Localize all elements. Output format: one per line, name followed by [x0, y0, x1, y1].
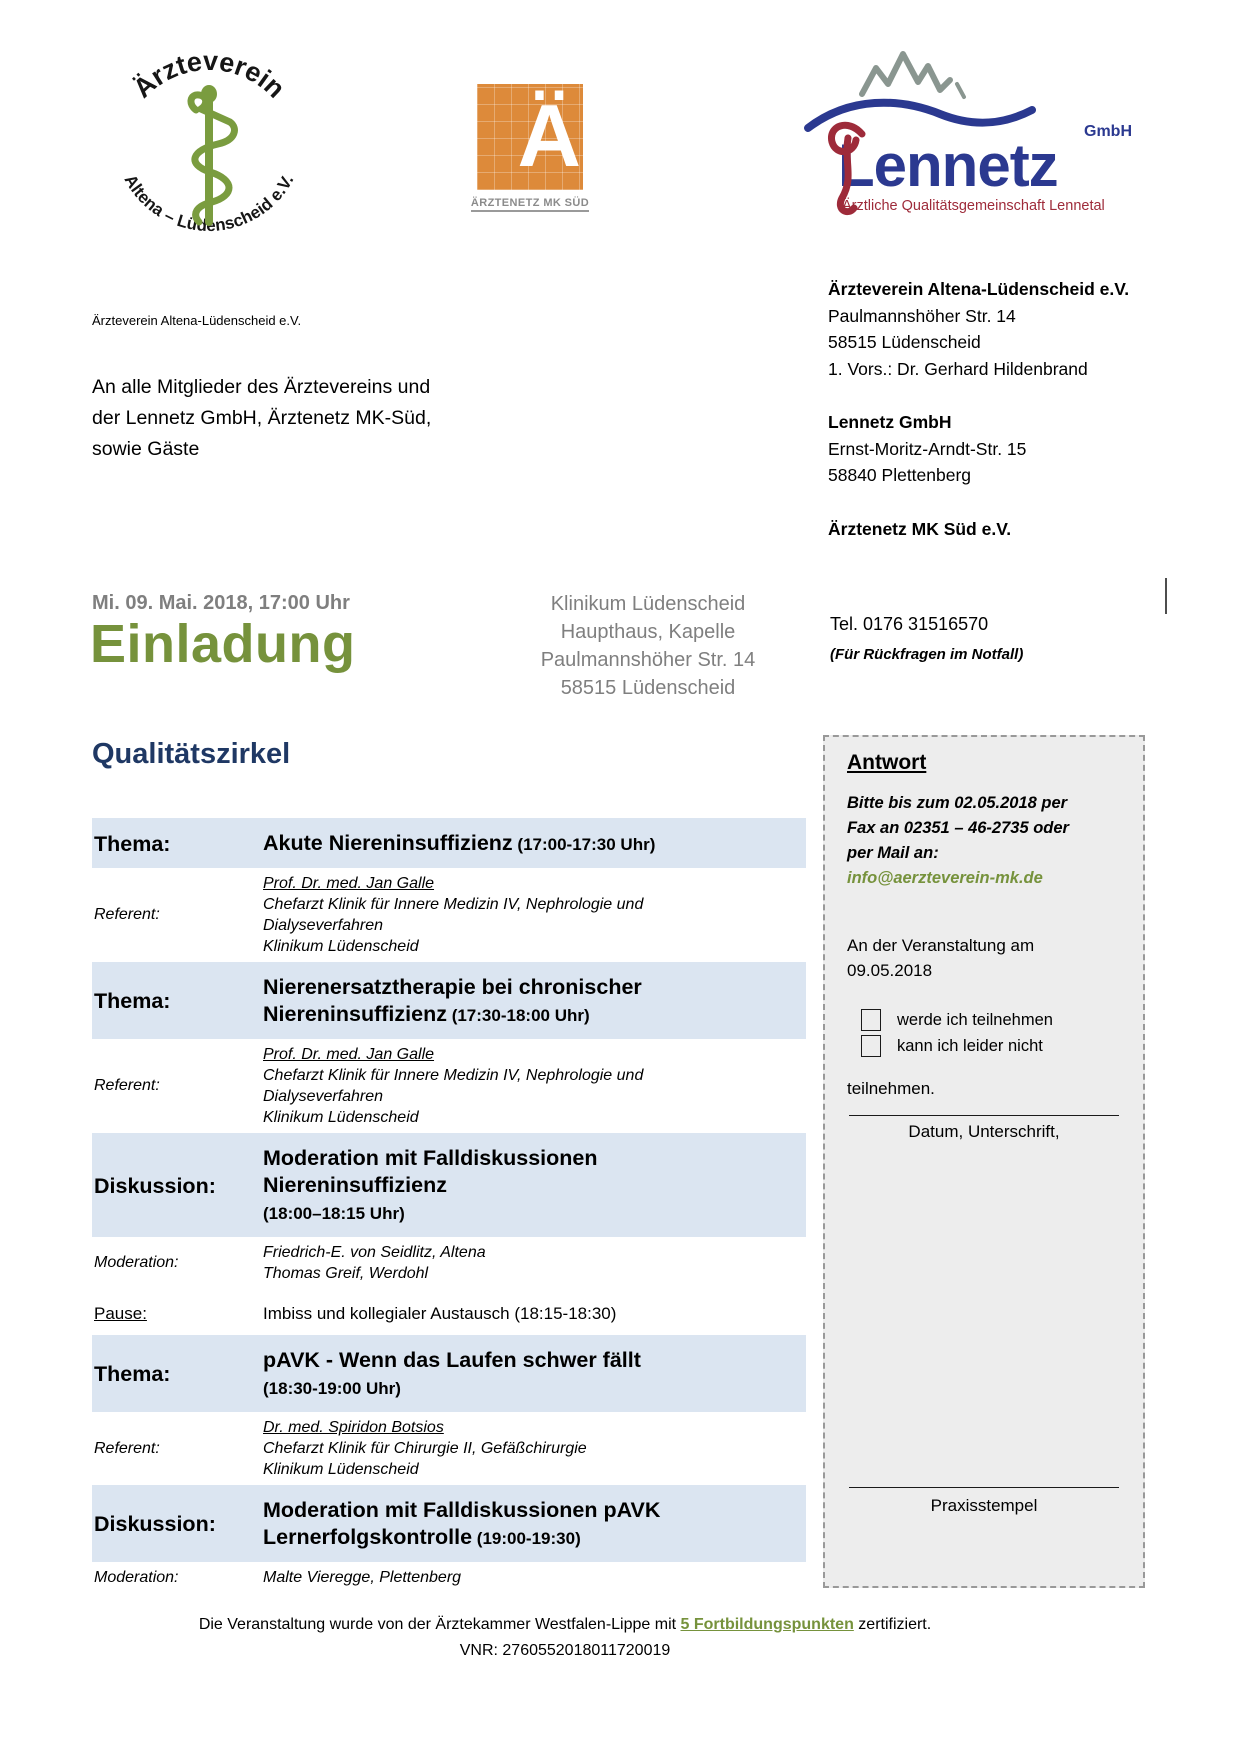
- reply-instruction-line: per Mail an:: [847, 844, 939, 862]
- footer: [45, 1612, 1085, 1664]
- agenda-line: [263, 1417, 587, 1438]
- agenda-row-label: Diskussion:: [94, 1173, 216, 1198]
- recipient-line: sowie Gäste: [92, 438, 200, 460]
- lennetz-logo-name: Lennetz: [838, 132, 1058, 199]
- agenda-text-segment: Dialyseverfahren: [263, 1088, 384, 1105]
- agenda-text-segment: Klinikum Lüdenscheid: [263, 1461, 419, 1478]
- agenda-text-segment: Moderation mit Falldiskussionen pAVK: [263, 1498, 661, 1522]
- agenda-line: [263, 974, 642, 1001]
- reply-box-title: Antwort: [847, 751, 927, 774]
- agenda-text-segment: Imbiss und kollegialer Austausch (18:15-18:30): [263, 1304, 617, 1323]
- address-line: 58840 Plettenberg: [828, 465, 972, 485]
- agenda-text-segment: Nierenersatztherapie bei chronischer: [263, 975, 642, 999]
- vnr-line: VNR: 2760552018011720019: [459, 1642, 671, 1659]
- lennetz-mountain-tick-icon: [957, 84, 964, 97]
- agenda-row-content: [263, 830, 655, 858]
- address-org-name: Ärztenetz MK Süd e.V.: [828, 518, 1012, 539]
- stamp-label: Praxisstempel: [930, 1496, 1038, 1515]
- agenda-row-label: Referent:: [94, 1077, 160, 1094]
- reply-event-statement: [847, 933, 1121, 983]
- checkbox-group: [861, 1007, 1121, 1059]
- agenda-row-label: Thema:: [94, 831, 171, 856]
- agenda-line: [263, 1242, 486, 1263]
- recipient-line: der Lennetz GmbH, Ärztenetz MK-Süd,: [92, 407, 432, 429]
- event-location-line: 58515 Lüdenscheid: [560, 677, 736, 699]
- recipient-line: An alle Mitglieder des Ärztevereins und: [92, 376, 431, 398]
- agenda-line: [263, 1001, 642, 1029]
- event-phone-note: (Für Rückfragen im Notfall): [830, 646, 1024, 663]
- agenda-text-segment: (17:00-17:30 Uhr): [512, 835, 656, 854]
- checkbox-row: [861, 1033, 1121, 1059]
- agenda-line: [263, 1438, 587, 1459]
- checkbox[interactable]: [861, 1009, 881, 1031]
- lennetz-logo-svg: [800, 40, 1135, 218]
- agenda-row: [92, 818, 806, 868]
- event-location-line: Paulmannshöher Str. 14: [540, 649, 756, 671]
- agenda-line: [263, 1567, 461, 1588]
- certification-suffix: zertifiziert.: [853, 1616, 932, 1633]
- checkbox-label: werde ich teilnehmen: [897, 1010, 1053, 1029]
- agenda-text-segment: (17:30-18:00 Uhr): [446, 1006, 590, 1025]
- agenda-row-content: [263, 1242, 486, 1284]
- agenda-row-content: [263, 1567, 461, 1588]
- agenda-line: [263, 1172, 598, 1199]
- address-org-name: Ärzteverein Altena-Lüdenscheid e.V.: [828, 279, 1130, 299]
- agenda-line: [263, 1199, 598, 1227]
- agenda-line: [263, 1374, 641, 1402]
- reply-instructions: [847, 791, 1121, 891]
- reply-box: [823, 735, 1145, 1588]
- address-column: [828, 276, 1129, 569]
- agenda-row-content: [263, 873, 643, 957]
- agenda-row-content: [263, 1347, 641, 1402]
- agenda-line: [263, 873, 643, 894]
- agenda-row-label: Thema:: [94, 1362, 171, 1386]
- agenda-text-segment: Malte Vieregge, Plettenberg: [263, 1569, 462, 1586]
- agenda-text-segment: Klinikum Lüdenscheid: [263, 938, 419, 955]
- agenda-text-segment: Chefarzt Klinik für Innere Medizin IV, Nephrologie und: [263, 896, 644, 913]
- agenda-row-content: [263, 1044, 643, 1128]
- checkbox-row: [861, 1007, 1121, 1033]
- agenda-row: [92, 1335, 806, 1412]
- agenda-row-content: [263, 1303, 616, 1325]
- reply-email-link[interactable]: info@aerzteverein-mk.de: [847, 869, 1043, 887]
- reply-event-line: 09.05.2018: [847, 961, 933, 980]
- agenda-row: [92, 1562, 806, 1593]
- event-datetime: Mi. 09. Mai. 2018, 17:00 Uhr: [92, 592, 350, 614]
- sender-line: Ärzteverein Altena-Lüdenscheid e.V.: [92, 313, 302, 328]
- agenda-line: [263, 1497, 660, 1524]
- agenda-row: [92, 1039, 806, 1133]
- agenda-text-segment: (18:30-19:00 Uhr): [263, 1379, 401, 1398]
- agenda-row-label: Thema:: [94, 989, 171, 1013]
- agenda-text-segment: Moderation mit Falldiskussionen: [263, 1146, 598, 1170]
- agenda-row-content: [263, 1497, 660, 1552]
- event-location: [478, 590, 818, 702]
- certification-prefix: Die Veranstaltung wurde von der Ärztekammer Westfalen-Lippe mit: [198, 1616, 681, 1633]
- agenda-line: [263, 1263, 486, 1284]
- agenda-text-segment: Niereninsuffizienz: [263, 1002, 447, 1026]
- asclepius-staff-icon: [191, 85, 234, 222]
- address-line: Paulmannshöher Str. 14: [828, 305, 1016, 326]
- agenda-text-segment: (19:00-19:30): [472, 1529, 581, 1548]
- certification-points-link[interactable]: 5 Fortbildungspunkten: [680, 1616, 854, 1633]
- agenda-text-segment: Prof. Dr. med. Jan Galle: [263, 1046, 435, 1063]
- aerzteverein-logo-top-text: Ärzteverein: [127, 45, 291, 104]
- lennetz-logo-subtitle: Ärztliche Qualitätsgemeinschaft Lennetal: [842, 198, 1105, 214]
- certification-line: [45, 1612, 1085, 1638]
- agenda-text-segment: (18:00–18:15 Uhr): [263, 1204, 405, 1223]
- agenda-row-content: [263, 974, 642, 1029]
- agenda-row-label: Moderation:: [94, 1254, 179, 1271]
- agenda-line: [263, 1044, 643, 1065]
- event-location-line: Klinikum Lüdenscheid: [550, 593, 746, 615]
- agenda-text-segment: Lernerfolgskontrolle: [263, 1525, 473, 1549]
- agenda-line: [263, 830, 655, 858]
- agenda-text-segment: Dialyseverfahren: [263, 917, 384, 934]
- agenda-line: [263, 1524, 660, 1552]
- checkbox-suffix-text: teilnehmen.: [847, 1079, 935, 1098]
- agenda-row-label: Moderation:: [94, 1568, 179, 1586]
- agenda-line: [263, 1065, 643, 1086]
- agenda-line: [263, 1086, 643, 1107]
- agenda-row: [92, 1412, 806, 1485]
- agenda-text-segment: Chefarzt Klinik für Chirurgie II, Gefäßchirurgie: [263, 1440, 587, 1457]
- reply-event-line: An der Veranstaltung am: [847, 936, 1035, 955]
- agenda-text-segment: Klinikum Lüdenscheid: [263, 1109, 419, 1126]
- agenda-row-content: [263, 1145, 598, 1227]
- aerzteverein-logo-svg: [98, 36, 320, 248]
- agenda-row-label: Referent:: [94, 906, 160, 923]
- recipient-block: [92, 372, 431, 465]
- agenda-line: [263, 1145, 598, 1172]
- agenda-text-segment: pAVK - Wenn das Laufen schwer fällt: [263, 1348, 641, 1372]
- agenda-text-segment: Chefarzt Klinik für Innere Medizin IV, Nephrologie und: [263, 1067, 644, 1084]
- checkbox[interactable]: [861, 1035, 881, 1057]
- address-line: Ernst-Moritz-Arndt-Str. 15: [828, 438, 1027, 459]
- aerztenetz-logo-square: [477, 84, 583, 190]
- agenda-text-segment: Dr. med. Spiridon Botsios: [263, 1419, 444, 1436]
- event-location-line: Haupthaus, Kapelle: [560, 621, 736, 643]
- agenda-row: [92, 962, 806, 1039]
- agenda-line: [263, 1347, 641, 1374]
- agenda-row: [92, 1289, 806, 1335]
- agenda-text-segment: Friedrich-E. von Seidlitz, Altena: [263, 1244, 486, 1261]
- agenda-row-label: Pause:: [94, 1304, 147, 1323]
- agenda-row: [92, 1133, 806, 1237]
- agenda-text-segment: Prof. Dr. med. Jan Galle: [263, 875, 435, 892]
- stamp-line: [849, 1487, 1119, 1488]
- signature-label: Datum, Unterschrift,: [908, 1122, 1060, 1141]
- aerztenetz-logo-letter: Ä: [517, 86, 581, 185]
- agenda-row: [92, 1237, 806, 1289]
- address-org-name: Lennetz GmbH: [828, 412, 952, 432]
- event-title: Einladung: [90, 614, 356, 674]
- agenda-line: [263, 894, 643, 915]
- reply-instruction-line: Bitte bis zum 02.05.2018 per: [847, 794, 1068, 812]
- lennetz-logo: [800, 40, 1135, 223]
- agenda-row-label: Diskussion:: [94, 1512, 216, 1536]
- agenda-line: [263, 1303, 616, 1325]
- agenda-row: [92, 1485, 806, 1562]
- aerztenetz-logo: [470, 84, 590, 212]
- agenda-row-content: [263, 1417, 587, 1480]
- agenda-line: [263, 1459, 587, 1480]
- address-block: [828, 516, 1129, 543]
- checkbox-label: kann ich leider nicht: [897, 1036, 1043, 1055]
- agenda-line: [263, 915, 643, 936]
- agenda-line: [263, 1107, 643, 1128]
- agenda-text-segment: Akute Niereninsuffizienz: [263, 831, 513, 855]
- page-title: Qualitätszirkel: [92, 738, 291, 770]
- text-cursor-artifact: [1165, 578, 1167, 614]
- address-line: 58515 Lüdenscheid: [828, 332, 981, 352]
- lennetz-logo-suffix: GmbH: [1084, 123, 1132, 140]
- aerzteverein-logo: [98, 36, 320, 253]
- agenda-line: [263, 936, 643, 957]
- agenda-row: [92, 868, 806, 962]
- event-phone: Tel. 0176 31516570: [830, 614, 989, 634]
- address-block: [828, 276, 1129, 382]
- lennetz-mountains-icon: [862, 54, 950, 94]
- agenda-row-label: Referent:: [94, 1439, 160, 1457]
- address-block: [828, 409, 1129, 489]
- aerztenetz-logo-caption: ÄRZTENETZ MK SÜD: [471, 197, 589, 212]
- aerzteverein-logo-bottom-text: Altena – Lüdenscheid e.V.: [120, 171, 298, 236]
- agenda-table: [92, 818, 806, 1593]
- reply-instruction-line: Fax an 02351 – 46-2735 oder: [847, 819, 1069, 837]
- address-line: 1. Vors.: Dr. Gerhard Hildenbrand: [828, 358, 1088, 379]
- agenda-text-segment: Thomas Greif, Werdohl: [263, 1265, 429, 1282]
- agenda-text-segment: Niereninsuffizienz: [263, 1173, 447, 1197]
- signature-line: [849, 1115, 1119, 1116]
